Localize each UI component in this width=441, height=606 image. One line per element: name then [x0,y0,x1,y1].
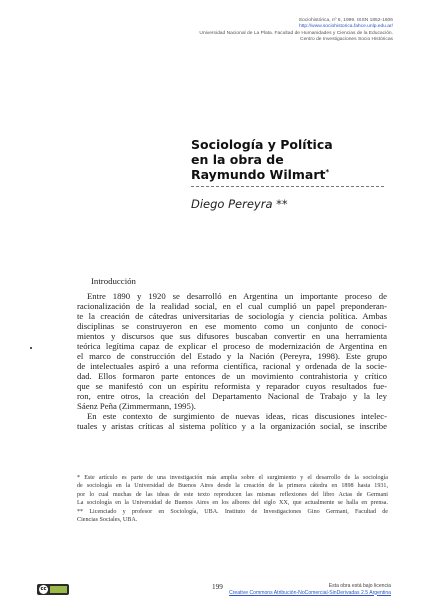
creative-commons-badge-icon[interactable] [37,584,69,595]
footnote-line: de sociología en la Universidad de Buenos Aires desde la creación de la primera cátedra en 1898 hasta 1931, [77,483,388,490]
journal-citation: Sociohistórica, nº 6, 1999. ISSN 1852-1606 [298,18,393,23]
license-text: Esta obra está bajo licencia [328,583,391,589]
body-line: teórica legítima capaz de explicar el proceso de modernización de Argentina en [77,341,387,351]
body-line: Sáenz Peña (Zimmermann, 1995). [77,401,196,411]
body-line: te la creación de cátedras universitarias de sociología y ciencia política. Ambas [77,311,387,321]
body-line: ron, entre otros, la creación del Departamento Nacional de Trabajo y la ley [77,391,387,401]
title-line: Sociología y Política [191,137,333,152]
journal-url-link[interactable]: http://www.sociohistorica.fahce.unlp.edu.ar/ [298,24,393,30]
university-line: Universidad Nacional de La Plata. Facultad de Humanidades y Ciencias de la Educación. [199,30,393,36]
footnote-line: * Este artículo es parte de una investigación más amplia sobre el surgimiento y el desarrollo de la sociología [77,475,388,481]
body-line: el marco de construcción del Estado y la Nación (Pereyra, 1998). Este grupo [77,351,387,361]
license-link[interactable]: Creative Commons Atribución-NoComercial-SinDerivadas 2.5 Argentina [229,589,391,596]
body-line: dad. Ellos formaron parte entonces de un movimiento contrahistoria y crítico [77,371,387,381]
footnote-line: por lo cual muchas de las ideas de este texto reproducen las mismas reflexiones del libro Actas de Germani [77,491,388,498]
body-line: de intelectuales aspiró a una reforma científica, racional y ordenada de la socie- [77,361,387,371]
center-line: Centro de Investigaciones Socio Históricas [300,36,393,42]
page-number: 199 [212,583,223,591]
body-line: Entre 1890 y 1920 se desarrolló en Argentina un importante proceso de [87,291,387,301]
title-divider [191,186,384,187]
footnote-line: ** Licenciado y profesor en Sociología, UBA. Instituto de Investigaciones Gino Germani, Facultad de [77,508,388,515]
cc-logo-icon: cc [40,586,47,592]
article-title [191,137,333,182]
body-line: mientos y discursos que sus difusores buscaban convertir en una herramienta [77,331,387,341]
license-notice [229,583,391,596]
section-heading: Introducción [91,276,136,286]
body-line: disciplinas se construyeron en ese momento como un conjunto de conoci- [77,321,387,331]
body-line: En este contexto de surgimiento de nuevas ideas, ricas discusiones intelec- [87,411,387,421]
footnote-line: Ciencias Sociales, UBA. [77,516,138,523]
title-line: Raymundo Wilmart* [191,167,330,182]
body-text [77,291,387,431]
margin-mark [30,347,32,349]
body-line: tuales y aristas críticas al sistema político y a la organización social, se inscribe [77,421,387,431]
title-footnote-mark: * [325,167,330,176]
cc-license-icon [50,586,67,593]
footnotes [77,474,388,524]
body-line: racionalización de la realidad social, en el cual cumplió un papel preponderan- [77,301,387,311]
title-line: en la obra de [191,152,284,167]
footnote-line: La sociología en la Universidad de Buenos Aires en los albores del siglo XX, que actualmente se halla en prensa. [77,500,388,507]
author-name: Diego Pereyra ** [191,197,288,211]
journal-header [93,18,393,43]
body-line: que se manifestó con un espíritu reformista y reparador cuyos resultados fue- [77,381,387,391]
